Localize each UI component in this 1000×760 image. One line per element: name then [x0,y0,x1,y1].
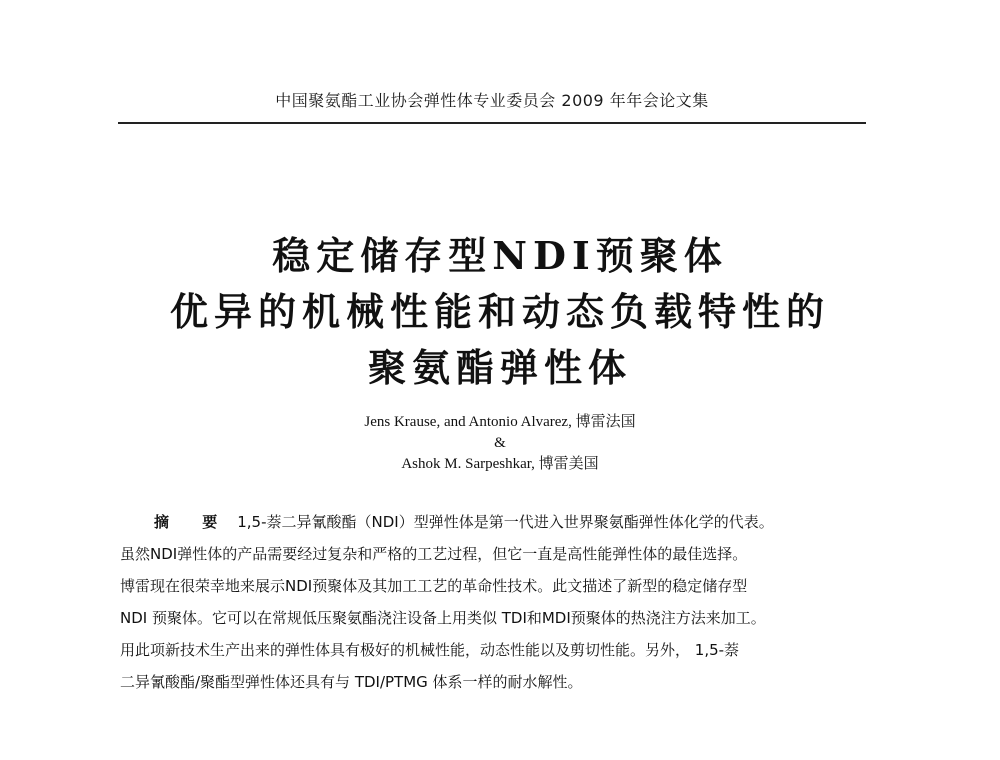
abstract-line-3: 博雷现在很荣幸地来展示NDI预聚体及其加工工艺的革命性技术。此文描述了新型的稳定储存型 [120,577,748,595]
title-line-1: 稳定储存型NDI预聚体 [272,233,728,278]
abstract-line-5: 用此项新技术生产出来的弹性体具有极好的机械性能，动态性能以及剪切性能。另外， 1,5-萘 [120,641,740,659]
abstract-line-4: NDI 预聚体。它可以在常规低压聚氨酯浇注设备上用类似 TDI和MDI预聚体的热浇注方法来加工。 [120,609,766,627]
title-line-2: 优异的机械性能和动态负载特性的 [169,289,830,334]
abstract-line-2: 虽然NDI弹性体的产品需要经过复杂和严格的工艺过程，但它一直是高性能弹性体的最佳选择。 [120,545,748,563]
header-rule [118,122,866,124]
abstract [120,506,865,698]
running-header: 中国聚氨酯工业协会弹性体专业委员会 2009 年年会论文集 [275,91,709,110]
authors-line-2: Ashok M. Sarpeshkar, 博雷美国 [401,456,599,472]
abstract-line-1 [120,506,865,538]
abstract-label: 摘 要 [154,513,232,531]
authors-line-1: Jens Krause, and Antonio Alvarez, 博雷法国 [364,414,636,430]
author-block [100,412,900,475]
abstract-text-1: 1,5-萘二异氰酸酯（NDI）型弹性体是第一代进入世界聚氨酯弹性体化学的代表。 [237,513,774,531]
paper-title [60,228,940,396]
authors-ampersand: & [494,435,506,451]
title-line-3: 聚氨酯弹性体 [367,345,632,390]
abstract-line-6: 二异氰酸酯/聚酯型弹性体还具有与 TDI/PTMG 体系一样的耐水解性。 [120,673,583,691]
